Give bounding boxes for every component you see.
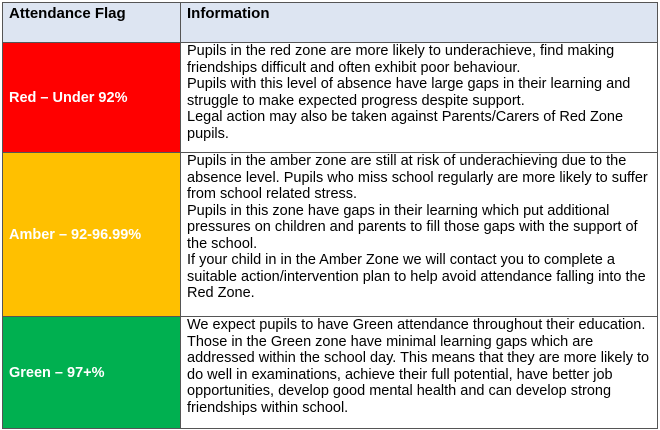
info-amber-para-2: Pupils in this zone have gaps in their learning which put additional pressures on children and parents to fill those gaps with the support of the school. [187, 202, 638, 252]
table-row-amber [3, 153, 658, 317]
info-green-para-1: We expect pupils to have Green attendance throughout their education. Those in the Green zone have minimal learning gaps which are addressed within the school day. This means that they are more likely to do well in examinations, achieve their full potential, have better job opportunities, develop good mental health and can develop strong friendships within school. [187, 317, 650, 416]
attendance-flag-table [2, 2, 658, 429]
header-attendance-flag: Attendance Flag [3, 3, 181, 43]
info-amber [181, 153, 658, 317]
info-red [181, 43, 658, 153]
info-red-para-1: Pupils in the red zone are more likely to underachieve, find making friendships difficult and often exhibit poor behaviour. [187, 43, 615, 76]
table-row-green [3, 317, 658, 429]
info-amber-para-1: Pupils in the amber zone are still at risk of underachieving due to the absence level. Pupils who miss school regularly are more likely to suffer from school related stress. [187, 153, 648, 202]
info-red-para-3: Legal action may also be taken against Parents/Carers of Red Zone pupils. [187, 109, 624, 142]
flag-amber: Amber – 92-96.99% [3, 153, 181, 317]
table-row-red [3, 43, 658, 153]
header-information: Information [181, 3, 658, 43]
flag-red: Red – Under 92% [3, 43, 181, 153]
info-red-para-2: Pupils with this level of absence have large gaps in their learning and struggle to make expected progress despite support. [187, 76, 631, 109]
table-header-row [3, 3, 658, 43]
flag-green: Green – 97+% [3, 317, 181, 429]
info-green [181, 317, 658, 429]
info-amber-para-3: If your child in in the Amber Zone we will contact you to complete a suitable action/intervention plan to help avoid attendance falling into the Red Zone. [187, 252, 646, 301]
